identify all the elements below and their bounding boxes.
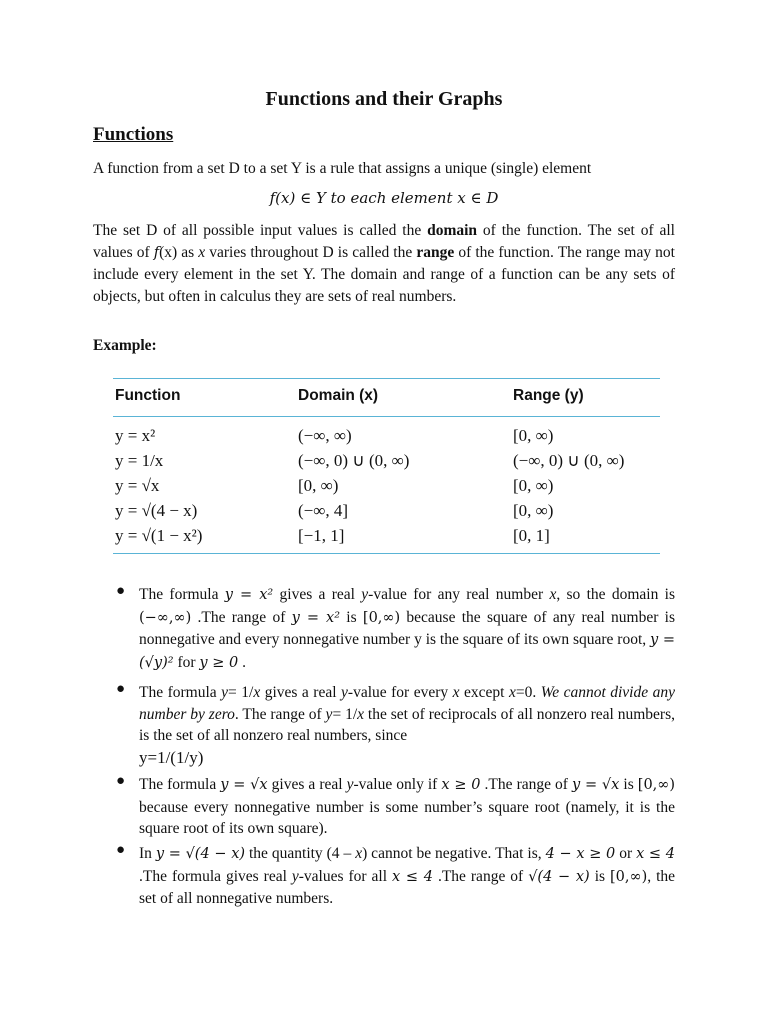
table-cell: (−∞, 0) ∪ (0, ∞) (513, 451, 625, 470)
table-cell: [0, ∞) (513, 476, 554, 495)
table-cell: y = √x (115, 476, 160, 495)
range-term: range (416, 243, 455, 261)
bullet-item-4: In y = √(4 − x) the quantity (4 – x) cannot be negative. That is, 4 − x ≥ 0 or x ≤ 4 .The formula gives real y-values for all x ≤ 4 .The range of √(4 − x) is [0,∞), the set of all nonnegative numbers. (139, 845, 676, 907)
table-cell: [−1, 1] (298, 526, 345, 545)
intro-math: f(x) ∈ Y to each element x ∈ D (269, 189, 499, 207)
header-function: Function (115, 387, 181, 404)
section-heading: Functions (93, 124, 174, 145)
bullet-icon: ● (116, 773, 126, 789)
table-header-rule (113, 416, 660, 417)
table-cell: y = 1/x (115, 451, 164, 470)
table-cell: (−∞, 4] (298, 501, 349, 520)
table-cell: [0, ∞) (298, 476, 339, 495)
bullet-item-2: The formula y= 1/x gives a real y-value for every x except x=0. We cannot divide any number by zero. The range of y= 1/x the set of reciprocals of all nonzero real numbers, is the set of all nonzero real numbers, since y=1/(1/y) (139, 684, 675, 767)
table-cell: [0, ∞) (513, 426, 554, 445)
table-cell: (−∞, ∞) (298, 426, 352, 445)
table-cell: (−∞, 0) ∪ (0, ∞) (298, 451, 410, 470)
bullet-item-3: The formula y = √x gives a real y-value only if x ≥ 0 .The range of y = √x is [0,∞) because every nonnegative number is some number’s square root (namely, it is the square root of its own square). (139, 776, 676, 837)
table-top-rule (113, 378, 660, 379)
header-domain: Domain (x) (298, 387, 379, 404)
table-cell: y = x² (115, 426, 156, 445)
table-cell: [0, ∞) (513, 501, 554, 520)
example-label: Example: (93, 337, 157, 354)
definition-paragraph: The set D of all possible input values is called the domain of the function. The set of all values of f(x) as x varies throughout D is called the range of the function. The range may not include every element in the set Y. The domain and range of a function can be any sets of objects, but often in calculus they are sets of real numbers. (93, 222, 675, 305)
table-cell: [0, 1] (513, 526, 550, 545)
table-cell: y = √(1 − x²) (115, 526, 203, 545)
domain-range-table (113, 378, 660, 554)
page-title: Functions and their Graphs (265, 88, 503, 110)
bullet-item-1: The formula y = x² gives a real y-value for any real number x, so the domain is (−∞,∞) .The range of y = x² is [0,∞) because the square of any real number is nonnegative and every nonnegative number y is the square of its own square root, y = (√y)² for y ≥ 0 . (139, 586, 675, 671)
table-bottom-rule (113, 553, 660, 554)
table-cell: y = √(4 − x) (115, 501, 198, 520)
bullet-icon: ● (116, 583, 126, 599)
domain-term: domain (427, 222, 478, 239)
bullet-icon: ● (116, 842, 126, 858)
intro-line: A function from a set D to a set Y is a rule that assigns a unique (single) element (93, 160, 592, 177)
bullet-icon: ● (116, 681, 126, 697)
header-range: Range (y) (513, 387, 584, 404)
